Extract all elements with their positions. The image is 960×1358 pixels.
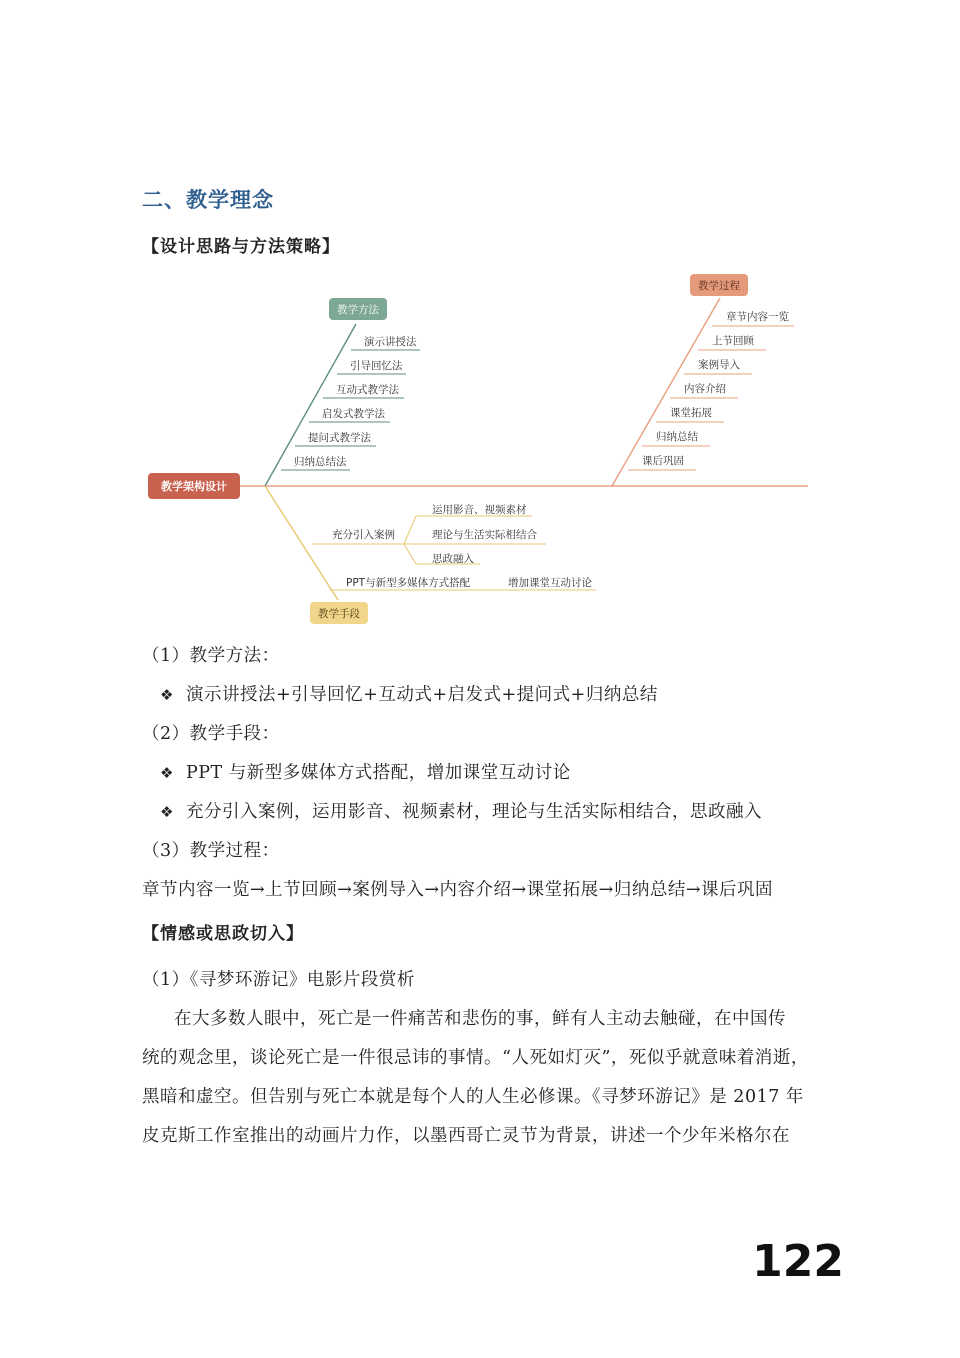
means-label: 教学手段 (318, 608, 360, 620)
body-line: 在大多数人眼中，死亡是一件痛苦和悲伤的事，鲜有人主动去触碰，在中国传 (174, 1009, 786, 1029)
method-item: 提问式教学法 (308, 432, 371, 444)
process-item: 归纳总结 (656, 431, 698, 443)
process-item: 课后巩固 (642, 455, 684, 467)
means-sub-item: 理论与生活实际相结合 (432, 529, 537, 541)
bullet-diamond-icon: ❖ (160, 764, 174, 782)
means-node (310, 602, 368, 624)
process-item: 章节内容一览 (726, 311, 789, 323)
means-sub-item: 思政融入 (432, 553, 474, 565)
means-branch: 充分引入案例 (332, 529, 395, 541)
methods-label: 教学方法 (337, 304, 379, 316)
root-label: 教学架构设计 (161, 480, 227, 493)
methods-bullet (160, 681, 658, 706)
means-bullet-2-text: 充分引入案例，运用影音、视频素材，理论与生活实际相结合，思政融入 (186, 802, 762, 822)
method-item: 引导回忆法 (350, 360, 403, 372)
method-item: 演示讲授法 (364, 336, 417, 348)
process-item: 上节回顾 (712, 335, 754, 347)
design-heading: 【设计思路与方法策略】 (142, 237, 340, 257)
page-number: 122 (752, 1236, 844, 1287)
process-node (690, 274, 748, 296)
methods-heading: （1）教学方法： (142, 646, 280, 666)
means-branch: PPT与新型多媒体方式搭配 (346, 577, 471, 589)
process-label: 教学过程 (698, 280, 740, 292)
means-bullet-1 (160, 759, 571, 784)
bullet-diamond-icon: ❖ (160, 686, 174, 704)
means-sub-item: 运用影音、视频素材 (432, 504, 527, 516)
means-bullet-2 (160, 798, 762, 823)
method-item: 归纳总结法 (294, 456, 347, 468)
process-heading: （3）教学过程： (142, 841, 280, 861)
body-line: 皮克斯工作室推出的动画片力作，以墨西哥亡灵节为背景，讲述一个少年米格尔在 (142, 1126, 790, 1146)
means-sub-item: 增加课堂互动讨论 (508, 577, 592, 589)
means-bullet-1-text: PPT 与新型多媒体方式搭配，增加课堂互动讨论 (186, 763, 571, 783)
body-line: 黑暗和虚空。但告别与死亡本就是每个人的人生必修课。《寻梦环游记》是 2017 年 (142, 1087, 804, 1107)
methods-bullet-text: 演示讲授法+引导回忆+互动式+启发式+提问式+归纳总结 (186, 685, 658, 705)
section-title: 二、教学理念 (142, 188, 274, 212)
method-item: 互动式教学法 (336, 384, 399, 396)
film-heading: （1）《寻梦环游记》电影片段赏析 (142, 970, 415, 990)
process-item: 案例导入 (698, 359, 740, 371)
process-item: 课堂拓展 (670, 407, 712, 419)
means-heading: （2）教学手段： (142, 724, 280, 744)
methods-node (329, 298, 387, 320)
emotion-heading: 【情感或思政切入】 (142, 924, 304, 944)
body-line: 统的观念里，谈论死亡是一件很忌讳的事情。“人死如灯灭”，死似乎就意味着消逝， (142, 1048, 809, 1068)
process-item: 内容介绍 (684, 383, 726, 395)
bullet-diamond-icon: ❖ (160, 803, 174, 821)
root-node (148, 473, 240, 499)
process-flow: 章节内容一览→上节回顾→案例导入→内容介绍→课堂拓展→归纳总结→课后巩固 (142, 880, 773, 900)
mind-map-diagram (0, 260, 960, 640)
means-spine (265, 486, 338, 600)
method-item: 启发式教学法 (322, 408, 385, 420)
